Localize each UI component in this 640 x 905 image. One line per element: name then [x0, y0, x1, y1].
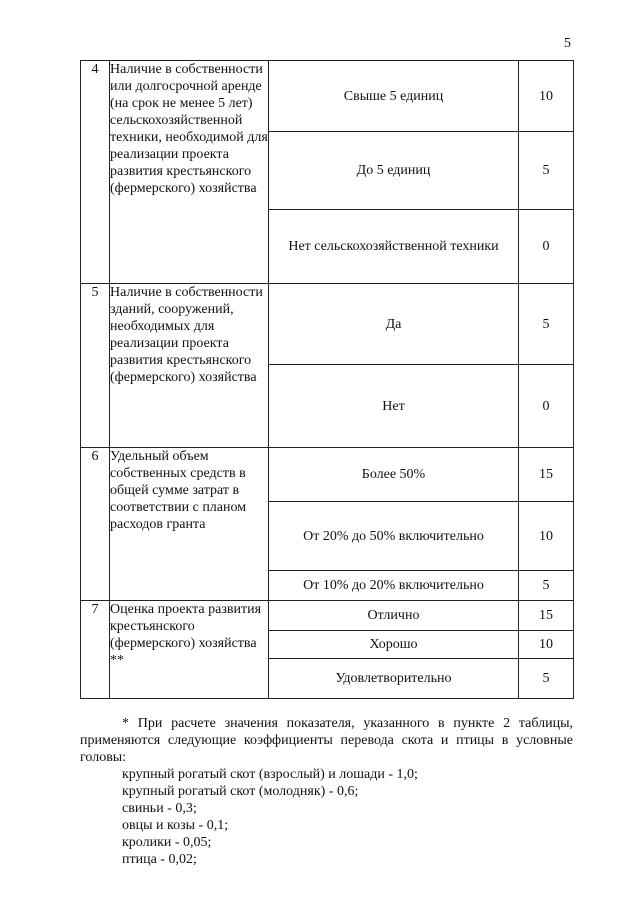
table-row — [81, 284, 574, 365]
criterion-name: Оценка проекта развития крестьянского (фермерского) хозяйства ** — [110, 601, 269, 699]
condition-cell: От 20% до 50% включительно — [269, 502, 519, 571]
score-cell: 10 — [519, 61, 574, 132]
condition-cell: До 5 единиц — [269, 132, 519, 210]
list-item: кролики - 0,05; — [122, 835, 212, 850]
criterion-name: Наличие в собственности зданий, сооружений, необходимых для реализации проекта развития крестьянского (фермерского) хозяйства — [110, 284, 269, 448]
score-cell: 10 — [519, 502, 574, 571]
criterion-name: Наличие в собственности или долгосрочной аренде (на срок не менее 5 лет) сельскохозяйственной техники, необходимой для реализации проекта развития крестьянского (фермерского) хозяйства — [110, 61, 269, 284]
table-row — [81, 61, 574, 132]
list-item: крупный рогатый скот (взрослый) и лошади - 1,0; — [122, 767, 418, 782]
score-cell: 5 — [519, 571, 574, 601]
footnote-lead: * При расчете значения показателя, указанного в пункте 2 таблицы, применяются следующие коэффициенты перевода скота и птицы в условные головы: — [80, 716, 573, 765]
condition-cell: Более 50% — [269, 448, 519, 502]
list-item: свиньи - 0,3; — [122, 801, 197, 816]
criteria-table — [80, 60, 574, 699]
list-item: птица - 0,02; — [122, 852, 197, 867]
condition-cell: Удовлетворительно — [269, 659, 519, 699]
score-cell: 15 — [519, 601, 574, 631]
score-cell: 15 — [519, 448, 574, 502]
score-cell: 0 — [519, 210, 574, 284]
condition-cell: Нет сельскохозяйственной техники — [269, 210, 519, 284]
footnote — [80, 715, 573, 868]
condition-cell: Да — [269, 284, 519, 365]
criterion-number: 4 — [81, 61, 110, 284]
criterion-number: 6 — [81, 448, 110, 601]
list-item: крупный рогатый скот (молодняк) - 0,6; — [122, 784, 359, 799]
condition-cell: Отлично — [269, 601, 519, 631]
score-cell: 5 — [519, 284, 574, 365]
criterion-number: 7 — [81, 601, 110, 699]
score-cell: 10 — [519, 631, 574, 659]
score-cell: 0 — [519, 365, 574, 448]
page-number: 5 — [564, 36, 571, 51]
condition-cell: От 10% до 20% включительно — [269, 571, 519, 601]
list-item: овцы и козы - 0,1; — [122, 818, 229, 833]
score-cell: 5 — [519, 132, 574, 210]
coefficient-list — [80, 766, 573, 868]
condition-cell: Свыше 5 единиц — [269, 61, 519, 132]
table-row — [81, 448, 574, 502]
criterion-number: 5 — [81, 284, 110, 448]
condition-cell: Хорошо — [269, 631, 519, 659]
score-cell: 5 — [519, 659, 574, 699]
criterion-name: Удельный объем собственных средств в общей сумме затрат в соответствии с планом расходов гранта — [110, 448, 269, 601]
table-row — [81, 601, 574, 631]
condition-cell: Нет — [269, 365, 519, 448]
